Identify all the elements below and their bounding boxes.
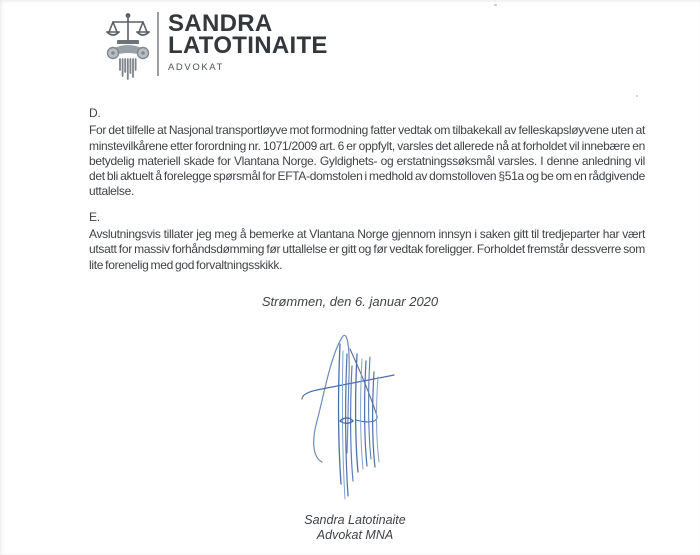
signoff-block: [0, 513, 700, 543]
section-label-d: D.: [89, 106, 101, 120]
firm-name-line1: SANDRA: [168, 10, 273, 37]
letter-body: [89, 106, 645, 283]
firm-name-line2: LATOTINAITE: [168, 32, 328, 59]
letterhead-divider: [157, 12, 159, 76]
paragraph-e: Avslutningsvis tillater jeg meg å bemerke at Vlantana Norge gjennom innsyn i saken gitt til tredjeparter har vært utsatt for massiv forhåndsdømming før uttallelse er gitt og før vedtak foreligger. Forholdet fremstår dessverre som lite forenelig med god forvaltningsskikk.: [89, 227, 645, 272]
firm-subtitle: ADVOKAT: [168, 62, 224, 73]
scan-speck: [494, 4, 497, 6]
scan-speck: [636, 95, 638, 97]
section-label-e: E.: [89, 209, 100, 224]
letterhead: [106, 10, 328, 80]
signoff-name: Sandra Latotinaite: [304, 513, 406, 527]
signoff-title: Advokat MNA: [316, 528, 394, 542]
place-date-line: Strømmen, den 6. januar 2020: [261, 294, 439, 309]
scales-of-justice-icon: [106, 12, 150, 80]
letterhead-text: [168, 10, 328, 80]
paragraph-d: For det tilfelle at Nasjonal transportløyve mot formodning fatter vedtak om tilbakekall av felleskapsløyvene uten at minstevilkårene etter forordning nr. 1071/2009 art. 6 er oppfylt, varsles det allerede nå at forholdet vil innebære en betydelig materiell skade for Vlantana Norge. Gyldighets- og erstatningssøksmål varsles. I denne anledning vil det bli aktuelt å forelegge spørsmål for EFTA-domstolen i medhold av domstolloven §51a og be om en rådgivende uttalelse.: [89, 123, 645, 199]
handwritten-signature: [298, 331, 408, 509]
